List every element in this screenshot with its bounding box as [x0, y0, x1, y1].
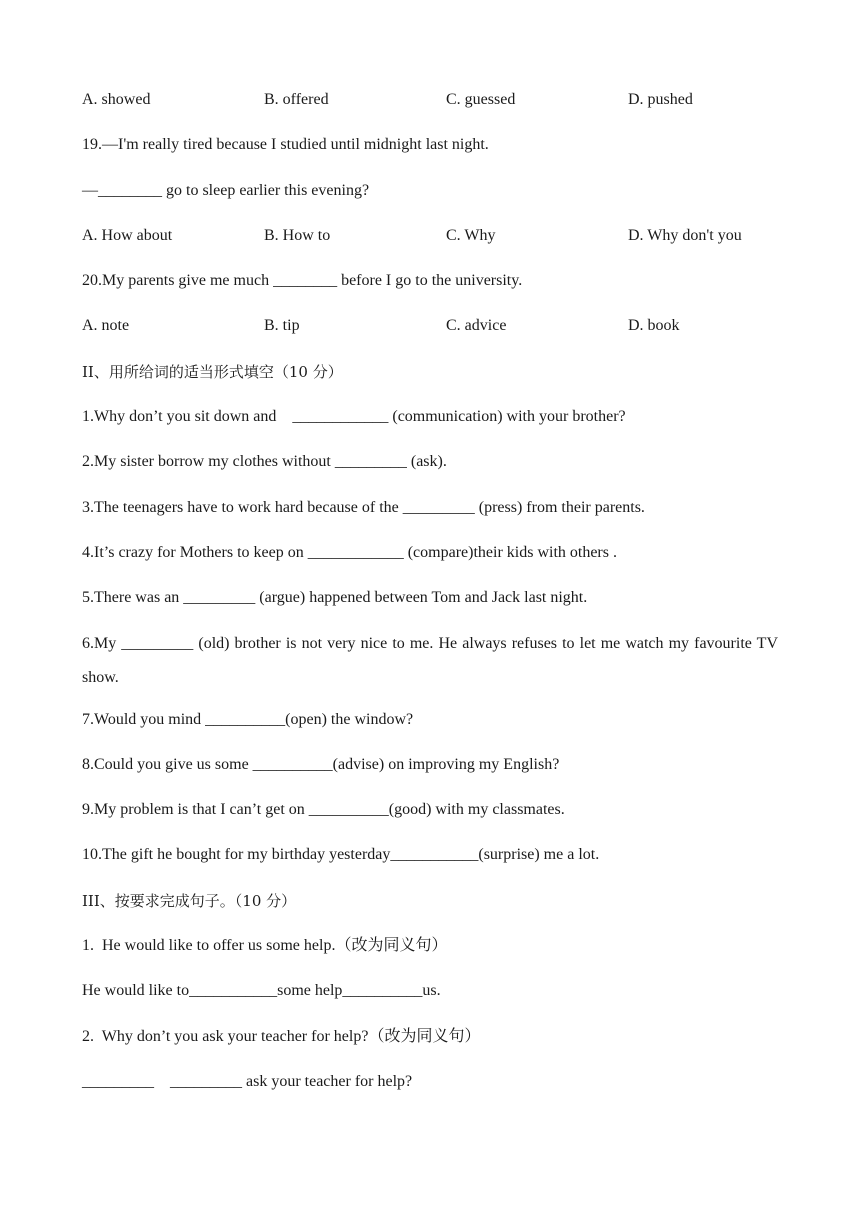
section-3-heading: III、按要求完成句子。（10 分）	[82, 891, 297, 910]
section-2-heading: II、用所给词的适当形式填空（10 分）	[82, 362, 343, 381]
option-c: C. guessed	[446, 91, 516, 108]
q19-options	[82, 222, 778, 267]
fill-item-5: 5.There was an _________ (argue) happened between Tom and Jack last night.	[82, 589, 588, 607]
rewrite-answer-2: _________ _________ ask your teacher for help?	[82, 1072, 413, 1090]
option-d: D. Why don't you	[628, 226, 742, 244]
option-c: C. advice	[446, 317, 507, 335]
option-d: D. book	[628, 317, 680, 335]
fill-item-7: 7.Would you mind __________(open) the window?	[82, 710, 414, 728]
option-b: B. offered	[264, 91, 329, 108]
q19-prompt: 19.—I'm really tired because I studied until midnight last night.	[82, 136, 489, 154]
option-d: D. pushed	[628, 91, 693, 108]
exam-page	[82, 86, 778, 1113]
option-b: B. tip	[264, 317, 300, 335]
fill-item-1: 1.Why don’t you sit down and ____________ (communication) with your brother?	[82, 408, 626, 426]
fill-item-9: 9.My problem is that I can’t get on __________(good) with my classmates.	[82, 801, 565, 819]
fill-item-6: 6.My _________ (old) brother is not very nice to me. He always refuses to let me watch my favourite TV show.	[82, 634, 778, 686]
fill-item-3: 3.The teenagers have to work hard because of the _________ (press) from their parents.	[82, 498, 645, 516]
fill-item-8: 8.Could you give us some __________(advise) on improving my English?	[82, 755, 560, 773]
option-a: A. showed	[82, 91, 151, 108]
rewrite-item-2: 2. Why don’t you ask your teacher for help?（改为同义句）	[82, 1027, 481, 1045]
fill-item-10: 10.The gift he bought for my birthday yesterday___________(surprise) me a lot.	[82, 846, 600, 864]
q18-options	[82, 86, 778, 131]
rewrite-answer-1: He would like to___________some help__________us.	[82, 982, 441, 1000]
option-b: B. How to	[264, 226, 331, 244]
fill-item-2: 2.My sister borrow my clothes without _________ (ask).	[82, 453, 447, 471]
q19-response: —________ go to sleep earlier this evening?	[82, 181, 370, 199]
fill-item-4: 4.It’s crazy for Mothers to keep on ____________ (compare)their kids with others .	[82, 543, 617, 561]
option-a: A. How about	[82, 226, 173, 244]
q20-options	[82, 312, 778, 357]
q20-prompt: 20.My parents give me much ________ before I go to the university.	[82, 272, 523, 290]
option-c: C. Why	[446, 226, 496, 244]
rewrite-item-1: 1. He would like to offer us some help.（改为同义句）	[82, 937, 448, 955]
option-a: A. note	[82, 317, 130, 335]
